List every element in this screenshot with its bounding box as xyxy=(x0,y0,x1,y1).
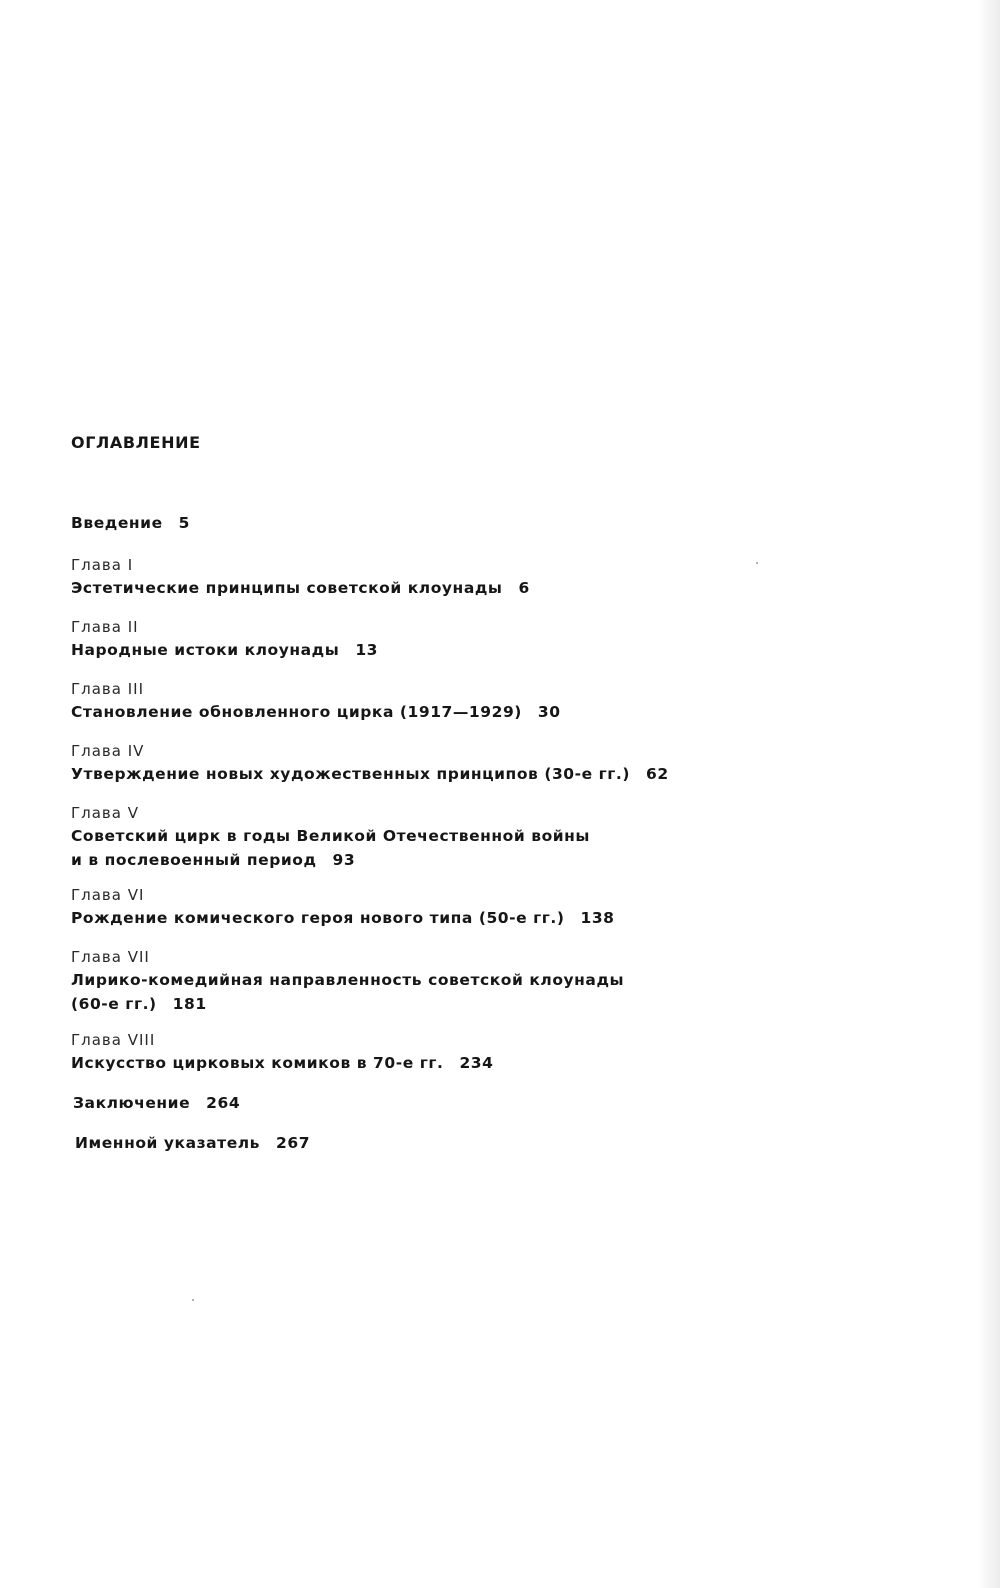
toc-entry-title-line xyxy=(71,511,190,535)
toc-entry-title-line-continued xyxy=(71,992,624,1016)
toc-entry-title-line xyxy=(71,576,530,600)
toc-entry-title: Утверждение новых художественных принципов (30-е гг.) xyxy=(71,765,630,783)
toc-entry-title-line: Лирико-комедийная направленность советской клоунады xyxy=(71,971,625,989)
toc-entry-page-number: 234 xyxy=(459,1054,494,1072)
toc-entry-chapter-2[interactable] xyxy=(71,618,378,662)
toc-entry-chapter-1[interactable] xyxy=(71,556,530,600)
toc-entry-page-number: 264 xyxy=(206,1094,241,1112)
toc-entry-chapter-4[interactable] xyxy=(71,742,669,786)
toc-entry-title: Введение xyxy=(71,514,163,532)
toc-entry-chapter-7[interactable] xyxy=(71,948,624,1016)
toc-entry-title-line xyxy=(71,762,669,786)
toc-entry-title-continued: (60-е гг.) xyxy=(71,995,157,1013)
toc-entry-page-number: 6 xyxy=(518,579,530,597)
toc-entry-name-index[interactable] xyxy=(75,1131,310,1155)
toc-chapter-label: Глава I xyxy=(71,556,134,574)
toc-entry-title-line xyxy=(71,700,561,724)
toc-entry-title-line-continued xyxy=(71,848,590,872)
toc-entry-title: Становление обновленного цирка (1917—1929) xyxy=(71,703,522,721)
toc-entry-chapter-3[interactable] xyxy=(71,680,561,724)
paper-speck xyxy=(192,1299,194,1301)
toc-entry-page-number: 138 xyxy=(580,909,615,927)
toc-chapter-label: Глава VIII xyxy=(71,1031,156,1049)
toc-entry-title: Рождение комического героя нового типа (50-е гг.) xyxy=(71,909,565,927)
toc-entry-page-number: 30 xyxy=(537,703,561,721)
toc-entry-title: Эстетические принципы советской клоунады xyxy=(71,579,503,597)
toc-heading: ОГЛАВЛЕНИЕ xyxy=(71,433,201,452)
toc-entry-chapter-5[interactable] xyxy=(71,804,590,872)
toc-entry-page-number: 62 xyxy=(646,765,669,783)
paper-speck xyxy=(756,562,758,564)
toc-entry-title: Народные истоки клоунады xyxy=(71,641,340,659)
toc-entry-title-line xyxy=(75,1131,310,1155)
toc-entry-page-number: 93 xyxy=(332,851,356,869)
toc-entry-page-number: 181 xyxy=(172,995,207,1013)
toc-entry-chapter-8[interactable] xyxy=(71,1031,493,1075)
toc-entry-chapter-6[interactable] xyxy=(71,886,615,930)
toc-entry-page-number: 13 xyxy=(355,641,378,659)
toc-entry-title-line: Советский цирк в годы Великой Отечественной войны xyxy=(71,827,590,845)
toc-chapter-label: Глава III xyxy=(71,680,144,698)
toc-entry-title-line xyxy=(71,1051,493,1075)
toc-entry-title-line xyxy=(73,1091,240,1115)
toc-entry-title: Именной указатель xyxy=(75,1134,261,1152)
toc-entry-page-number: 267 xyxy=(276,1134,311,1152)
toc-entry-page-number: 5 xyxy=(178,514,190,532)
toc-entry-introduction[interactable] xyxy=(71,511,190,535)
toc-chapter-label: Глава II xyxy=(71,618,139,636)
toc-entry-title-line xyxy=(71,906,615,930)
toc-entry-title-continued: и в послевоенный период xyxy=(71,851,317,869)
toc-chapter-label: Глава VI xyxy=(71,886,145,904)
toc-entry-conclusion[interactable] xyxy=(73,1091,240,1115)
toc-entry-title-line xyxy=(71,638,378,662)
toc-entry-title: Искусство цирковых комиков в 70-е гг. xyxy=(71,1054,444,1072)
toc-chapter-label: Глава IV xyxy=(71,742,145,760)
toc-entry-title: Заключение xyxy=(73,1094,191,1112)
toc-chapter-label: Глава V xyxy=(71,804,139,822)
toc-chapter-label: Глава VII xyxy=(71,948,150,966)
